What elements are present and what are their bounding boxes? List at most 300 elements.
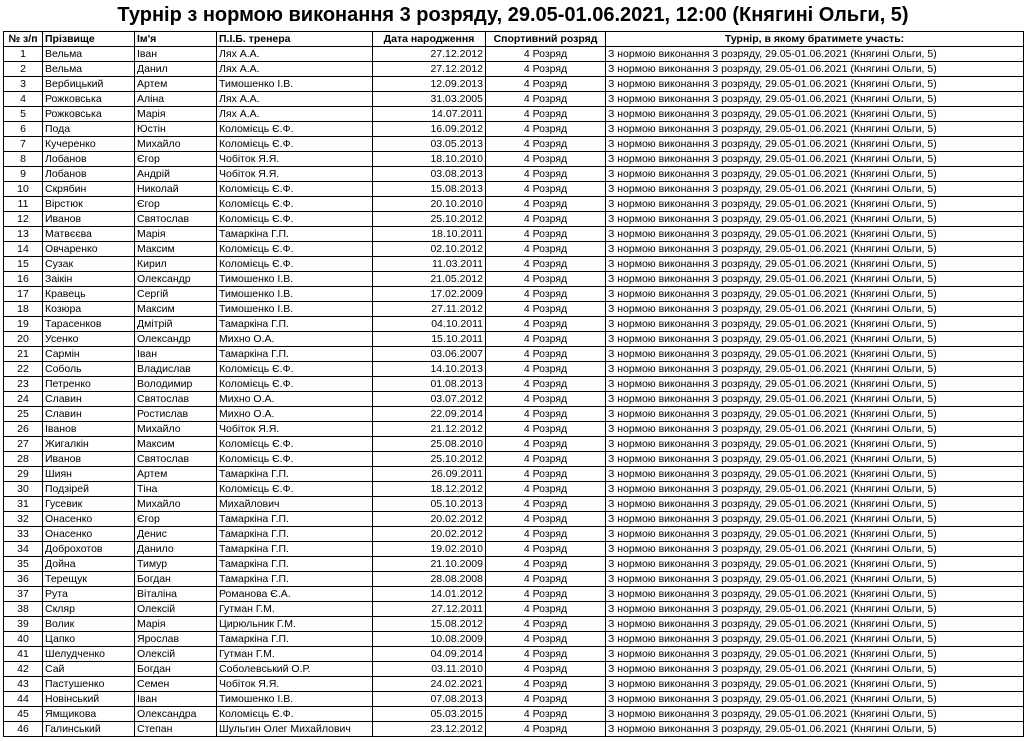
cell-tournament: З нормою виконання 3 розряду, 29.05-01.06.2021 (Княгині Ольги, 5)	[606, 542, 1024, 557]
cell-dob: 19.02.2010	[373, 542, 486, 557]
cell-name: Віталіна	[135, 587, 217, 602]
cell-rank: 4 Розряд	[486, 272, 606, 287]
cell-tournament: З нормою виконання 3 розряду, 29.05-01.06.2021 (Княгині Ольги, 5)	[606, 557, 1024, 572]
cell-rank: 4 Розряд	[486, 482, 606, 497]
cell-rank: 4 Розряд	[486, 122, 606, 137]
cell-tournament: З нормою виконання 3 розряду, 29.05-01.06.2021 (Княгині Ольги, 5)	[606, 497, 1024, 512]
cell-no: 23	[4, 377, 43, 392]
cell-surname: Тарасенков	[43, 317, 135, 332]
cell-rank: 4 Розряд	[486, 107, 606, 122]
cell-no: 10	[4, 182, 43, 197]
cell-no: 31	[4, 497, 43, 512]
cell-rank: 4 Розряд	[486, 512, 606, 527]
cell-rank: 4 Розряд	[486, 92, 606, 107]
cell-dob: 28.08.2008	[373, 572, 486, 587]
cell-name: Владислав	[135, 362, 217, 377]
cell-tournament: З нормою виконання 3 розряду, 29.05-01.06.2021 (Княгині Ольги, 5)	[606, 137, 1024, 152]
cell-tournament: З нормою виконання 3 розряду, 29.05-01.06.2021 (Княгині Ольги, 5)	[606, 407, 1024, 422]
cell-surname: Доброхотов	[43, 542, 135, 557]
table-row	[4, 497, 1024, 512]
cell-dob: 24.02.2021	[373, 677, 486, 692]
cell-surname: Иванов	[43, 212, 135, 227]
cell-surname: Жигалкін	[43, 437, 135, 452]
cell-coach: Тимошенко І.В.	[217, 287, 373, 302]
table-row	[4, 392, 1024, 407]
cell-tournament: З нормою виконання 3 розряду, 29.05-01.06.2021 (Княгині Ольги, 5)	[606, 632, 1024, 647]
cell-dob: 20.10.2010	[373, 197, 486, 212]
cell-rank: 4 Розряд	[486, 332, 606, 347]
cell-tournament: З нормою виконання 3 розряду, 29.05-01.06.2021 (Княгині Ольги, 5)	[606, 437, 1024, 452]
cell-surname: Козюра	[43, 302, 135, 317]
cell-name: Тимур	[135, 557, 217, 572]
cell-rank: 4 Розряд	[486, 647, 606, 662]
cell-tournament: З нормою виконання 3 розряду, 29.05-01.06.2021 (Княгині Ольги, 5)	[606, 122, 1024, 137]
cell-dob: 02.10.2012	[373, 242, 486, 257]
cell-surname: Рожковська	[43, 92, 135, 107]
cell-name: Святослав	[135, 452, 217, 467]
cell-name: Богдан	[135, 662, 217, 677]
cell-surname: Славин	[43, 392, 135, 407]
cell-coach: Коломієць Є.Ф.	[217, 122, 373, 137]
cell-tournament: З нормою виконання 3 розряду, 29.05-01.06.2021 (Княгині Ольги, 5)	[606, 227, 1024, 242]
cell-coach: Лях А.А.	[217, 92, 373, 107]
cell-surname: Вельма	[43, 47, 135, 62]
cell-surname: Волик	[43, 617, 135, 632]
cell-coach: Тимошенко І.В.	[217, 272, 373, 287]
cell-coach: Михно О.А.	[217, 407, 373, 422]
cell-rank: 4 Розряд	[486, 617, 606, 632]
cell-coach: Романова Є.А.	[217, 587, 373, 602]
cell-coach: Тамаркіна Г.П.	[217, 632, 373, 647]
cell-no: 16	[4, 272, 43, 287]
cell-surname: Славин	[43, 407, 135, 422]
cell-rank: 4 Розряд	[486, 197, 606, 212]
cell-name: Олександр	[135, 272, 217, 287]
table-row	[4, 332, 1024, 347]
cell-rank: 4 Розряд	[486, 452, 606, 467]
cell-name: Артем	[135, 77, 217, 92]
table-row	[4, 182, 1024, 197]
cell-dob: 14.10.2013	[373, 362, 486, 377]
table-row	[4, 677, 1024, 692]
cell-name: Данил	[135, 62, 217, 77]
cell-rank: 4 Розряд	[486, 287, 606, 302]
cell-name: Николай	[135, 182, 217, 197]
cell-dob: 11.03.2011	[373, 257, 486, 272]
cell-tournament: З нормою виконання 3 розряду, 29.05-01.06.2021 (Княгині Ольги, 5)	[606, 47, 1024, 62]
cell-name: Кирил	[135, 257, 217, 272]
cell-dob: 27.12.2011	[373, 602, 486, 617]
cell-name: Іван	[135, 347, 217, 362]
table-row	[4, 317, 1024, 332]
table-row	[4, 572, 1024, 587]
cell-rank: 4 Розряд	[486, 677, 606, 692]
cell-dob: 27.12.2012	[373, 47, 486, 62]
table-row	[4, 707, 1024, 722]
cell-no: 44	[4, 692, 43, 707]
cell-tournament: З нормою виконання 3 розряду, 29.05-01.06.2021 (Княгині Ольги, 5)	[606, 272, 1024, 287]
cell-dob: 03.06.2007	[373, 347, 486, 362]
cell-no: 42	[4, 662, 43, 677]
cell-coach: Тамаркіна Г.П.	[217, 467, 373, 482]
cell-tournament: З нормою виконання 3 розряду, 29.05-01.06.2021 (Княгині Ольги, 5)	[606, 467, 1024, 482]
cell-rank: 4 Розряд	[486, 167, 606, 182]
cell-dob: 21.05.2012	[373, 272, 486, 287]
cell-surname: Подзірей	[43, 482, 135, 497]
table-row	[4, 632, 1024, 647]
cell-surname: Вірстюк	[43, 197, 135, 212]
cell-rank: 4 Розряд	[486, 437, 606, 452]
header-dob: Дата народження	[373, 32, 486, 47]
cell-coach: Чобіток Я.Я.	[217, 677, 373, 692]
cell-tournament: З нормою виконання 3 розряду, 29.05-01.06.2021 (Княгині Ольги, 5)	[606, 287, 1024, 302]
cell-surname: Рута	[43, 587, 135, 602]
table-row	[4, 62, 1024, 77]
table-row	[4, 77, 1024, 92]
cell-coach: Тамаркіна Г.П.	[217, 317, 373, 332]
cell-no: 45	[4, 707, 43, 722]
cell-coach: Коломієць Є.Ф.	[217, 197, 373, 212]
cell-dob: 05.03.2015	[373, 707, 486, 722]
cell-rank: 4 Розряд	[486, 392, 606, 407]
cell-rank: 4 Розряд	[486, 302, 606, 317]
cell-dob: 26.09.2011	[373, 467, 486, 482]
cell-no: 25	[4, 407, 43, 422]
cell-name: Юстін	[135, 122, 217, 137]
cell-no: 27	[4, 437, 43, 452]
cell-tournament: З нормою виконання 3 розряду, 29.05-01.06.2021 (Княгині Ольги, 5)	[606, 347, 1024, 362]
cell-coach: Чобіток Я.Я.	[217, 152, 373, 167]
cell-rank: 4 Розряд	[486, 722, 606, 737]
cell-dob: 18.10.2011	[373, 227, 486, 242]
cell-dob: 31.03.2005	[373, 92, 486, 107]
cell-tournament: З нормою виконання 3 розряду, 29.05-01.06.2021 (Княгині Ольги, 5)	[606, 527, 1024, 542]
cell-no: 12	[4, 212, 43, 227]
cell-surname: Галинський	[43, 722, 135, 737]
cell-dob: 14.01.2012	[373, 587, 486, 602]
cell-dob: 25.08.2010	[373, 437, 486, 452]
cell-surname: Овчаренко	[43, 242, 135, 257]
cell-surname: Рожковська	[43, 107, 135, 122]
cell-tournament: З нормою виконання 3 розряду, 29.05-01.06.2021 (Княгині Ольги, 5)	[606, 107, 1024, 122]
cell-surname: Гусевик	[43, 497, 135, 512]
cell-tournament: З нормою виконання 3 розряду, 29.05-01.06.2021 (Княгині Ольги, 5)	[606, 572, 1024, 587]
cell-tournament: З нормою виконання 3 розряду, 29.05-01.06.2021 (Княгині Ольги, 5)	[606, 512, 1024, 527]
cell-coach: Коломієць Є.Ф.	[217, 212, 373, 227]
cell-no: 2	[4, 62, 43, 77]
cell-tournament: З нормою виконання 3 розряду, 29.05-01.06.2021 (Княгині Ольги, 5)	[606, 587, 1024, 602]
table-row	[4, 527, 1024, 542]
cell-surname: Шиян	[43, 467, 135, 482]
cell-tournament: З нормою виконання 3 розряду, 29.05-01.06.2021 (Княгині Ольги, 5)	[606, 452, 1024, 467]
cell-rank: 4 Розряд	[486, 632, 606, 647]
cell-dob: 20.02.2012	[373, 512, 486, 527]
header-coach: П.І.Б. тренера	[217, 32, 373, 47]
cell-coach: Тамаркіна Г.П.	[217, 347, 373, 362]
cell-dob: 15.10.2011	[373, 332, 486, 347]
cell-surname: Вербицький	[43, 77, 135, 92]
cell-no: 11	[4, 197, 43, 212]
cell-tournament: З нормою виконання 3 розряду, 29.05-01.06.2021 (Княгині Ольги, 5)	[606, 302, 1024, 317]
cell-dob: 21.10.2009	[373, 557, 486, 572]
cell-dob: 22.09.2014	[373, 407, 486, 422]
cell-no: 30	[4, 482, 43, 497]
cell-dob: 03.07.2012	[373, 392, 486, 407]
cell-surname: Іванов	[43, 422, 135, 437]
cell-no: 14	[4, 242, 43, 257]
table-row	[4, 647, 1024, 662]
table-row	[4, 482, 1024, 497]
cell-surname: Терещук	[43, 572, 135, 587]
cell-no: 4	[4, 92, 43, 107]
cell-coach: Лях А.А.	[217, 47, 373, 62]
cell-rank: 4 Розряд	[486, 572, 606, 587]
cell-surname: Соболь	[43, 362, 135, 377]
cell-coach: Коломієць Є.Ф.	[217, 137, 373, 152]
table-row	[4, 377, 1024, 392]
cell-dob: 21.12.2012	[373, 422, 486, 437]
cell-coach: Тамаркіна Г.П.	[217, 572, 373, 587]
cell-name: Єгор	[135, 152, 217, 167]
cell-rank: 4 Розряд	[486, 707, 606, 722]
cell-name: Михайло	[135, 497, 217, 512]
cell-coach: Гутман Г.М.	[217, 602, 373, 617]
cell-dob: 12.09.2013	[373, 77, 486, 92]
cell-tournament: З нормою виконання 3 розряду, 29.05-01.06.2021 (Княгині Ольги, 5)	[606, 77, 1024, 92]
cell-name: Данило	[135, 542, 217, 557]
cell-no: 35	[4, 557, 43, 572]
cell-no: 17	[4, 287, 43, 302]
cell-coach: Лях А.А.	[217, 62, 373, 77]
cell-coach: Тимошенко І.В.	[217, 77, 373, 92]
cell-no: 41	[4, 647, 43, 662]
cell-surname: Кучеренко	[43, 137, 135, 152]
cell-no: 20	[4, 332, 43, 347]
cell-no: 8	[4, 152, 43, 167]
cell-coach: Коломієць Є.Ф.	[217, 362, 373, 377]
cell-name: Олексій	[135, 647, 217, 662]
cell-dob: 17.02.2009	[373, 287, 486, 302]
cell-tournament: З нормою виконання 3 розряду, 29.05-01.06.2021 (Княгині Ольги, 5)	[606, 152, 1024, 167]
table-row	[4, 212, 1024, 227]
cell-no: 33	[4, 527, 43, 542]
cell-tournament: З нормою виконання 3 розряду, 29.05-01.06.2021 (Княгині Ольги, 5)	[606, 212, 1024, 227]
cell-surname: Цапко	[43, 632, 135, 647]
cell-dob: 23.12.2012	[373, 722, 486, 737]
table-row	[4, 617, 1024, 632]
table-row	[4, 107, 1024, 122]
table-row	[4, 722, 1024, 737]
cell-name: Аліна	[135, 92, 217, 107]
cell-name: Ростислав	[135, 407, 217, 422]
cell-no: 5	[4, 107, 43, 122]
table-row	[4, 662, 1024, 677]
table-row	[4, 287, 1024, 302]
cell-coach: Тимошенко І.В.	[217, 692, 373, 707]
table-row	[4, 467, 1024, 482]
table-row	[4, 437, 1024, 452]
cell-dob: 27.12.2012	[373, 62, 486, 77]
cell-coach: Коломієць Є.Ф.	[217, 182, 373, 197]
cell-coach: Чобіток Я.Я.	[217, 422, 373, 437]
cell-dob: 15.08.2013	[373, 182, 486, 197]
cell-dob: 14.07.2011	[373, 107, 486, 122]
table-row	[4, 92, 1024, 107]
cell-surname: Пода	[43, 122, 135, 137]
cell-name: Марія	[135, 107, 217, 122]
table-row	[4, 137, 1024, 152]
cell-dob: 05.10.2013	[373, 497, 486, 512]
cell-rank: 4 Розряд	[486, 557, 606, 572]
cell-name: Богдан	[135, 572, 217, 587]
cell-name: Тіна	[135, 482, 217, 497]
cell-coach: Лях А.А.	[217, 107, 373, 122]
cell-coach: Гутман Г.М.	[217, 647, 373, 662]
cell-coach: Тимошенко І.В.	[217, 302, 373, 317]
cell-rank: 4 Розряд	[486, 182, 606, 197]
cell-name: Олексій	[135, 602, 217, 617]
cell-tournament: З нормою виконання 3 розряду, 29.05-01.06.2021 (Княгині Ольги, 5)	[606, 167, 1024, 182]
table-row	[4, 257, 1024, 272]
cell-rank: 4 Розряд	[486, 587, 606, 602]
cell-no: 36	[4, 572, 43, 587]
cell-tournament: З нормою виконання 3 розряду, 29.05-01.06.2021 (Княгині Ольги, 5)	[606, 317, 1024, 332]
cell-tournament: З нормою виконання 3 розряду, 29.05-01.06.2021 (Княгині Ольги, 5)	[606, 257, 1024, 272]
cell-rank: 4 Розряд	[486, 47, 606, 62]
cell-rank: 4 Розряд	[486, 77, 606, 92]
cell-name: Ярослав	[135, 632, 217, 647]
cell-tournament: З нормою виконання 3 розряду, 29.05-01.06.2021 (Княгині Ольги, 5)	[606, 482, 1024, 497]
cell-coach: Соболевський О.Р.	[217, 662, 373, 677]
cell-dob: 03.08.2013	[373, 167, 486, 182]
participants-table	[3, 31, 1024, 737]
cell-surname: Дойна	[43, 557, 135, 572]
cell-dob: 20.02.2012	[373, 527, 486, 542]
cell-dob: 27.11.2012	[373, 302, 486, 317]
table-row	[4, 152, 1024, 167]
cell-surname: Онасенко	[43, 512, 135, 527]
cell-name: Максим	[135, 437, 217, 452]
cell-no: 22	[4, 362, 43, 377]
cell-name: Іван	[135, 47, 217, 62]
table-row	[4, 692, 1024, 707]
cell-dob: 18.12.2012	[373, 482, 486, 497]
cell-coach: Коломієць Є.Ф.	[217, 257, 373, 272]
cell-name: Марія	[135, 617, 217, 632]
cell-no: 46	[4, 722, 43, 737]
header-surname: Прізвище	[43, 32, 135, 47]
cell-dob: 10.08.2009	[373, 632, 486, 647]
cell-name: Святослав	[135, 392, 217, 407]
cell-coach: Тамаркіна Г.П.	[217, 542, 373, 557]
cell-tournament: З нормою виконання 3 розряду, 29.05-01.06.2021 (Княгині Ольги, 5)	[606, 677, 1024, 692]
cell-no: 32	[4, 512, 43, 527]
cell-surname: Онасенко	[43, 527, 135, 542]
cell-name: Єгор	[135, 197, 217, 212]
cell-no: 9	[4, 167, 43, 182]
cell-name: Володимир	[135, 377, 217, 392]
cell-tournament: З нормою виконання 3 розряду, 29.05-01.06.2021 (Княгині Ольги, 5)	[606, 647, 1024, 662]
cell-coach: Чобіток Я.Я.	[217, 167, 373, 182]
cell-surname: Иванов	[43, 452, 135, 467]
table-row	[4, 47, 1024, 62]
cell-rank: 4 Розряд	[486, 242, 606, 257]
cell-tournament: З нормою виконання 3 розряду, 29.05-01.06.2021 (Княгині Ольги, 5)	[606, 662, 1024, 677]
cell-coach: Тамаркіна Г.П.	[217, 512, 373, 527]
table-row	[4, 362, 1024, 377]
table-row	[4, 602, 1024, 617]
cell-name: Степан	[135, 722, 217, 737]
table-row	[4, 422, 1024, 437]
cell-tournament: З нормою виконання 3 розряду, 29.05-01.06.2021 (Княгині Ольги, 5)	[606, 242, 1024, 257]
cell-rank: 4 Розряд	[486, 152, 606, 167]
cell-no: 1	[4, 47, 43, 62]
cell-no: 38	[4, 602, 43, 617]
cell-tournament: З нормою виконання 3 розряду, 29.05-01.06.2021 (Княгині Ольги, 5)	[606, 602, 1024, 617]
cell-dob: 07.08.2013	[373, 692, 486, 707]
table-row	[4, 302, 1024, 317]
cell-surname: Шелудченко	[43, 647, 135, 662]
cell-coach: Михно О.А.	[217, 332, 373, 347]
cell-name: Сергій	[135, 287, 217, 302]
cell-rank: 4 Розряд	[486, 662, 606, 677]
cell-coach: Шульгин Олег Михайлович	[217, 722, 373, 737]
table-row	[4, 587, 1024, 602]
cell-no: 21	[4, 347, 43, 362]
cell-dob: 03.11.2010	[373, 662, 486, 677]
table-row	[4, 272, 1024, 287]
table-row	[4, 512, 1024, 527]
cell-rank: 4 Розряд	[486, 422, 606, 437]
cell-name: Олександр	[135, 332, 217, 347]
cell-no: 39	[4, 617, 43, 632]
cell-no: 19	[4, 317, 43, 332]
cell-surname: Скрябин	[43, 182, 135, 197]
cell-coach: Коломієць Є.Ф.	[217, 242, 373, 257]
cell-surname: Усенко	[43, 332, 135, 347]
cell-name: Марія	[135, 227, 217, 242]
cell-coach: Коломієць Є.Ф.	[217, 707, 373, 722]
cell-coach: Тамаркіна Г.П.	[217, 527, 373, 542]
table-row	[4, 347, 1024, 362]
cell-name: Андрій	[135, 167, 217, 182]
cell-tournament: З нормою виконання 3 розряду, 29.05-01.06.2021 (Княгині Ольги, 5)	[606, 332, 1024, 347]
cell-name: Денис	[135, 527, 217, 542]
cell-dob: 01.08.2013	[373, 377, 486, 392]
cell-no: 15	[4, 257, 43, 272]
cell-rank: 4 Розряд	[486, 527, 606, 542]
cell-coach: Цирюльник Г.М.	[217, 617, 373, 632]
cell-no: 28	[4, 452, 43, 467]
cell-name: Дмітрій	[135, 317, 217, 332]
cell-name: Михайло	[135, 137, 217, 152]
table-header-row	[4, 32, 1024, 47]
cell-tournament: З нормою виконання 3 розряду, 29.05-01.06.2021 (Княгині Ольги, 5)	[606, 422, 1024, 437]
cell-surname: Кравець	[43, 287, 135, 302]
cell-surname: Ямщикова	[43, 707, 135, 722]
cell-surname: Матвєєва	[43, 227, 135, 242]
cell-coach: Михайлович	[217, 497, 373, 512]
cell-no: 18	[4, 302, 43, 317]
cell-name: Михайло	[135, 422, 217, 437]
page-title: Турнір з нормою виконання 3 розряду, 29.05-01.06.2021, 12:00 (Княгині Ольги, 5)	[117, 4, 909, 26]
cell-tournament: З нормою виконання 3 розряду, 29.05-01.06.2021 (Княгині Ольги, 5)	[606, 392, 1024, 407]
cell-dob: 25.10.2012	[373, 452, 486, 467]
cell-name: Максим	[135, 302, 217, 317]
header-tournament: Турнір, в якому братимете участь:	[606, 32, 1024, 47]
cell-name: Іван	[135, 692, 217, 707]
cell-surname: Скляр	[43, 602, 135, 617]
